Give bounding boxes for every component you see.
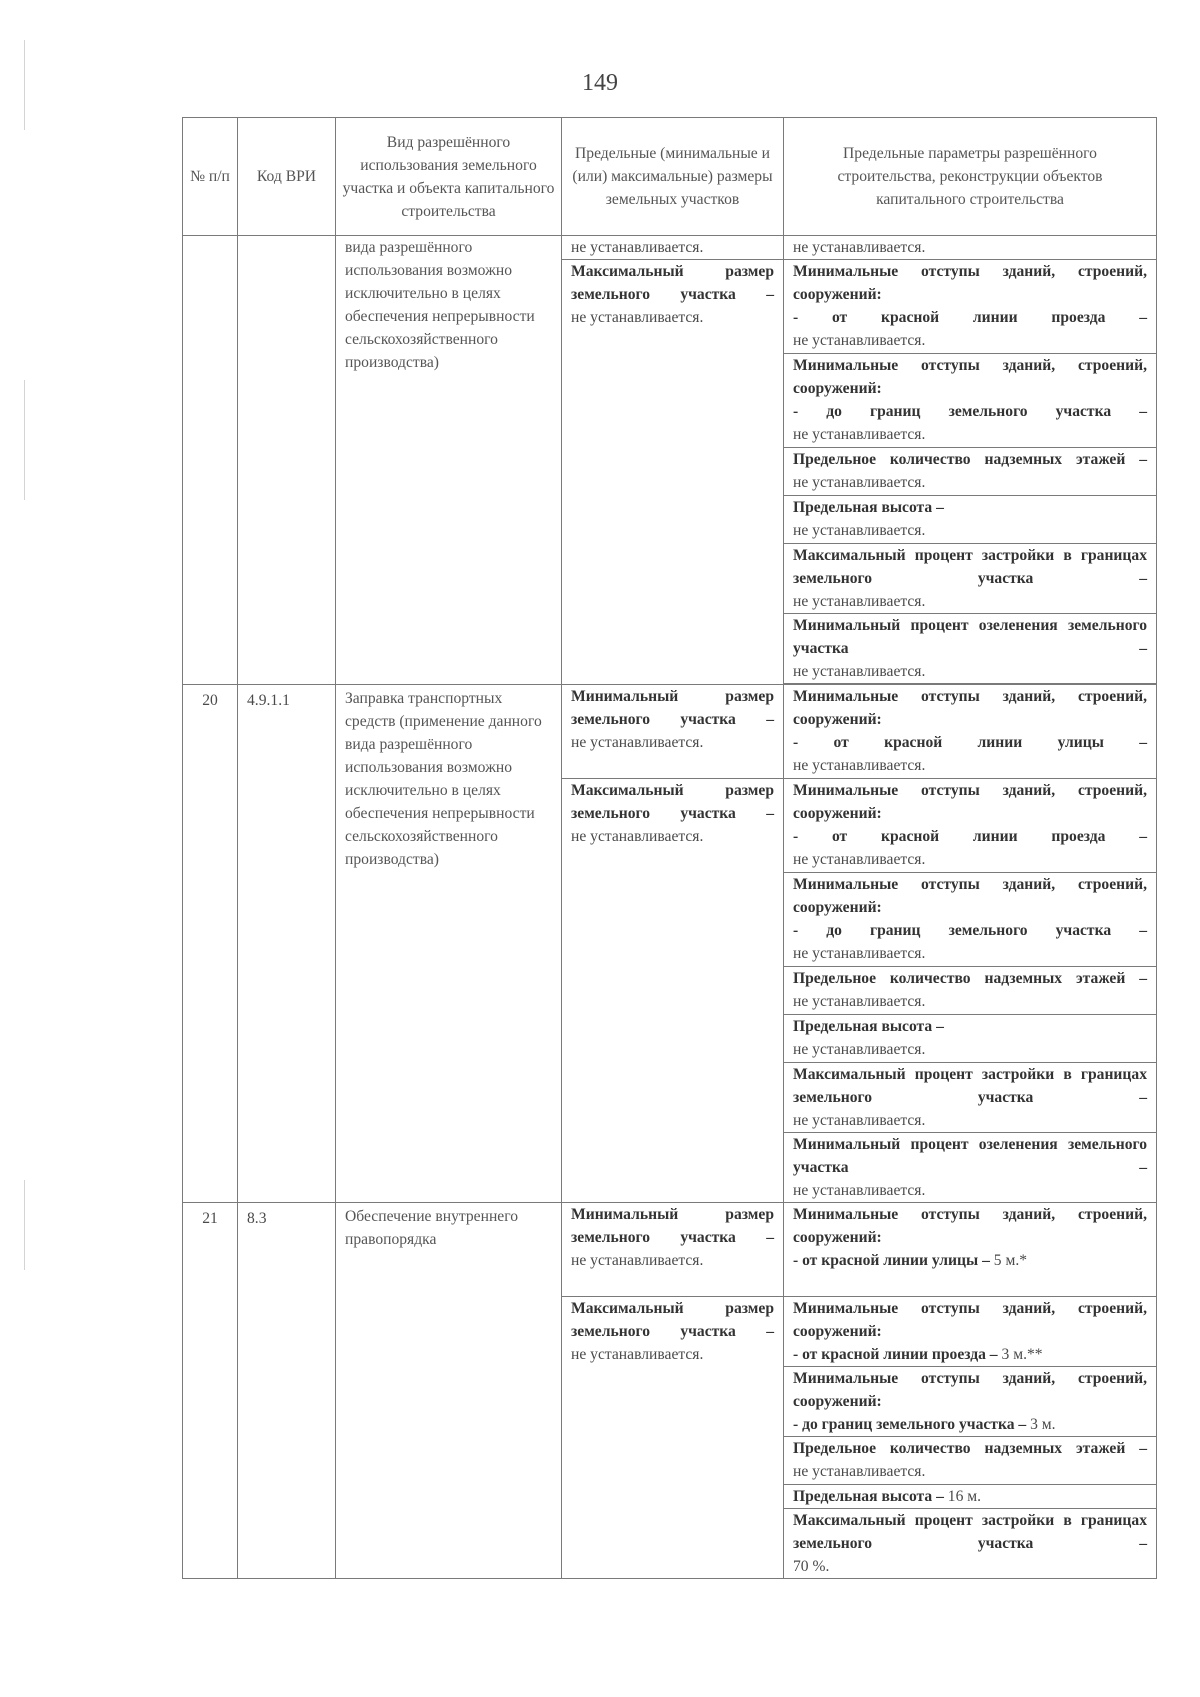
param-cell: Минимальные отступы зданий, строений, сооружений: - от красной линии проезда – не устанавливается.: [784, 260, 1157, 354]
param-cell: Минимальные отступы зданий, строений, сооружений: - от красной линии улицы – 5 м.*: [784, 1203, 1157, 1297]
table-row: [183, 685, 1157, 779]
row-code: 8.3: [238, 1203, 336, 1579]
param-cell: Минимальный процент озеленения земельного участка – не устанавливается.: [784, 1133, 1157, 1203]
row-code: 4.9.1.1: [238, 685, 336, 1203]
param-cell: Минимальный процент озеленения земельного участка – не устанавливается.: [784, 614, 1157, 684]
param-cell: Минимальные отступы зданий, строений, сооружений: - от красной линии улицы – не устанавливается.: [784, 685, 1157, 779]
param-cell: Максимальный процент застройки в границах земельного участка – не устанавливается.: [784, 1063, 1157, 1133]
size-cell: Минимальный размер земельного участка – не устанавливается.: [562, 685, 784, 779]
margin-mark: [24, 380, 25, 500]
margin-mark: [24, 40, 25, 130]
param-cell: Минимальные отступы зданий, строений, сооружений: - от красной линии проезда – не устанавливается.: [784, 779, 1157, 873]
param-cell: Максимальный процент застройки в границах земельного участка – 70 %.: [784, 1509, 1157, 1579]
regulations-table: [182, 117, 1157, 1579]
size-cell: не устанавливается.: [562, 236, 784, 260]
header-num: № п/п: [183, 118, 238, 236]
row-vid: Обеспечение внутреннего правопорядка: [336, 1203, 562, 1579]
param-cell: Минимальные отступы зданий, строений, сооружений: - до границ земельного участка – не устанавливается.: [784, 873, 1157, 967]
param-cell: Минимальные отступы зданий, строений, сооружений: - от красной линии проезда – 3 м.**: [784, 1297, 1157, 1367]
param-cell: Минимальные отступы зданий, строений, сооружений: - до границ земельного участка – 3 м.: [784, 1367, 1157, 1437]
table-row: [183, 1203, 1157, 1297]
header-code: Код ВРИ: [238, 118, 336, 236]
header-params: Предельные параметры разрешённого строительства, реконструкции объектов капитального строительства: [784, 118, 1157, 236]
param-cell: не устанавливается.: [784, 236, 1157, 260]
param-cell: Предельная высота – 16 м.: [784, 1485, 1157, 1509]
header-row: [183, 118, 1157, 236]
margin-mark: [24, 1180, 25, 1270]
param-cell: Предельная высота – не устанавливается.: [784, 1015, 1157, 1063]
row-code: [238, 236, 336, 685]
size-cell: Максимальный размер земельного участка – не устанавливается.: [562, 260, 784, 685]
row-vid: вида разрешённого использования возможно исключительно в целях обеспечения непрерывности сельскохозяйственного производства): [336, 236, 562, 685]
table-row: [183, 236, 1157, 260]
header-vid: Вид разрешённого использования земельного участка и объекта капитального строительства: [336, 118, 562, 236]
row-vid: Заправка транспортных средств (применение данного вида разрешённого использования возможно исключительно в целях обеспечения непрерывности сельскохозяйственного производства): [336, 685, 562, 1203]
size-cell: Минимальный размер земельного участка – не устанавливается.: [562, 1203, 784, 1297]
row-num: [183, 236, 238, 685]
param-cell: Минимальные отступы зданий, строений, сооружений: - до границ земельного участка – не устанавливается.: [784, 354, 1157, 448]
header-size: Предельные (минимальные и (или) максимальные) размеры земельных участков: [562, 118, 784, 236]
row-num: 21: [183, 1203, 238, 1579]
page-number: 149: [582, 70, 618, 96]
size-cell: Максимальный размер земельного участка – не устанавливается.: [562, 779, 784, 1203]
param-cell: Предельное количество надземных этажей – не устанавливается.: [784, 1437, 1157, 1485]
size-cell: Максимальный размер земельного участка – не устанавливается.: [562, 1297, 784, 1579]
param-cell: Предельное количество надземных этажей – не устанавливается.: [784, 448, 1157, 496]
param-cell: Максимальный процент застройки в границах земельного участка – не устанавливается.: [784, 544, 1157, 614]
param-cell: Предельная высота – не устанавливается.: [784, 496, 1157, 544]
row-num: 20: [183, 685, 238, 1203]
param-cell: Предельное количество надземных этажей – не устанавливается.: [784, 967, 1157, 1015]
